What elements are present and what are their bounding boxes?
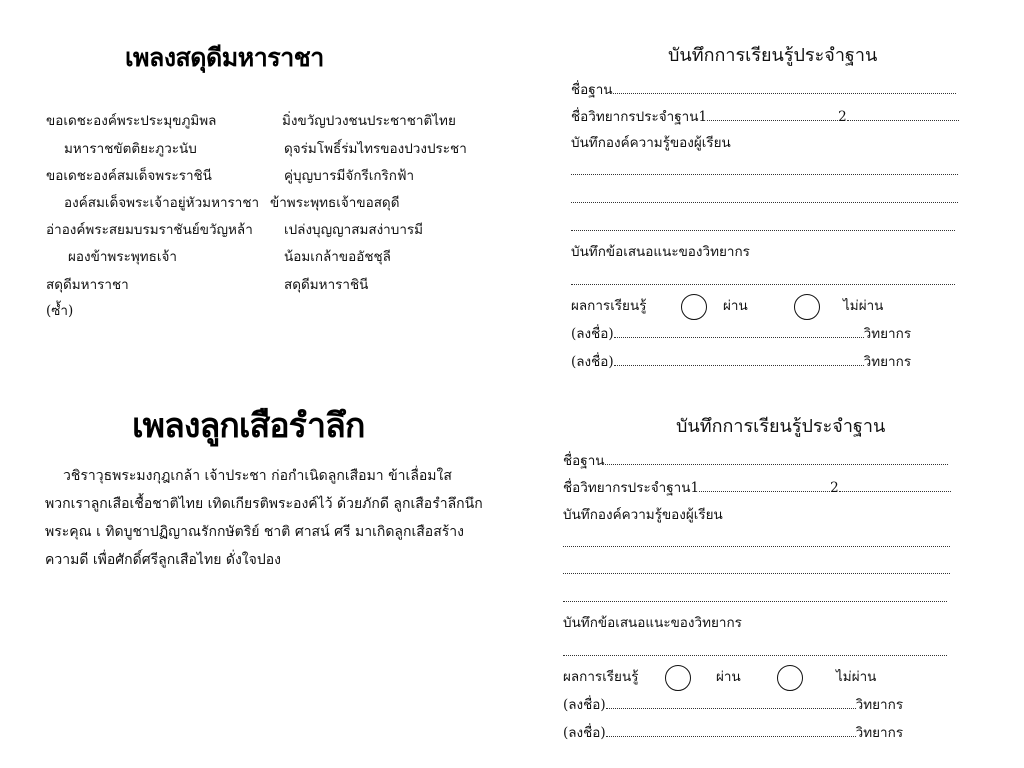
lyric-left-line: ขอเดชะองค์พระประมุขภูมิพล: [46, 113, 217, 129]
lyric-left-line: องค์สมเด็จพระเจ้าอยู่หัวมหาราชา: [64, 195, 260, 211]
suggestion-line[interactable]: [571, 284, 955, 285]
lyric-paragraph-line: ความดี เพื่อศักดิ์ศรีลูกเสือไทย ดั่งใจปอง: [45, 552, 281, 568]
pass-radio[interactable]: [681, 294, 707, 320]
speaker-name-field[interactable]: [571, 108, 959, 126]
signature-suffix: วิทยากร: [863, 354, 912, 370]
lyric-left-line: ผองข้าพระพุทธเจ้า: [68, 249, 177, 265]
lyric-left-line: ขอเดชะองค์สมเด็จพระราชินี: [46, 168, 212, 184]
song1-title: เพลงสดุดีมหาราชา: [125, 43, 324, 72]
result-label: ผลการเรียนรู้: [563, 669, 639, 685]
knowledge-line[interactable]: [563, 573, 950, 574]
song2-lyrics: [45, 462, 535, 574]
signature-suffix: วิทยากร: [855, 725, 904, 741]
lyric-right-line: เปล่งบุญญาสมสง่าบารมี: [284, 222, 424, 238]
signature-line[interactable]: [563, 724, 903, 742]
fail-label: ไม่ผ่าน: [843, 298, 884, 314]
suggestion-label: บันทึกข้อเสนอแนะของวิทยากร: [563, 615, 742, 631]
station-name-label: ชื่อฐาน: [571, 82, 613, 98]
station-name-field[interactable]: [571, 81, 956, 99]
lyric-left-line: สดุดีมหาราชา: [46, 277, 129, 293]
speaker-second-label: 2: [838, 109, 847, 125]
knowledge-line[interactable]: [571, 202, 958, 203]
pass-radio[interactable]: [665, 665, 691, 691]
form-title: บันทึกการเรียนรู้ประจำฐาน: [668, 45, 878, 66]
station-name-label: ชื่อฐาน: [563, 453, 605, 469]
lyric-left-line: อ่าองค์พระสยมบรมราชันย์ขวัญหล้า: [46, 222, 253, 238]
signature-prefix: (ลงชื่อ): [571, 354, 614, 370]
lyric-right-line: ข้าพระพุทธเจ้าขอสดุดี: [270, 195, 400, 211]
suggestion-line[interactable]: [563, 655, 947, 656]
knowledge-line[interactable]: [571, 174, 958, 175]
fail-radio[interactable]: [777, 665, 803, 691]
knowledge-record-label: บันทึกองค์ความรู้ของผู้เรียน: [563, 507, 723, 523]
lyric-right-line: คู่บุญบารมีจักรีเกริกฟ้า: [284, 168, 415, 184]
knowledge-line[interactable]: [571, 230, 955, 231]
speaker-name-label: ชื่อวิทยากรประจำฐาน1: [571, 109, 708, 125]
lyric-right-line: น้อมเกล้าขออัชชุลี: [284, 249, 391, 265]
signature-prefix: (ลงชื่อ): [563, 697, 606, 713]
lyric-paragraph-line: พวกเราลูกเสือเชื้อชาติไทย เทิดเกียรติพระองค์ไว้ ด้วยภักดี ลูกเสือรำลึกนึก: [45, 496, 483, 512]
knowledge-line[interactable]: [563, 601, 947, 602]
signature-suffix: วิทยากร: [855, 697, 904, 713]
signature-line[interactable]: [563, 696, 903, 714]
lyric-left-line: มหาราชขัตติยะภูวะนับ: [64, 141, 197, 157]
knowledge-record-label: บันทึกองค์ความรู้ของผู้เรียน: [571, 135, 731, 151]
signature-suffix: วิทยากร: [863, 326, 912, 342]
lyric-right-line: ดุจร่มโพธิ์ร่มไทรของปวงประชา: [284, 141, 467, 157]
knowledge-line[interactable]: [563, 546, 950, 547]
suggestion-label: บันทึกข้อเสนอแนะของวิทยากร: [571, 244, 750, 260]
song2-title: เพลงลูกเสือรำลึก: [132, 406, 365, 446]
lyric-right-line: มิ่งขวัญปวงชนประชาชาติไทย: [282, 113, 456, 129]
signature-line[interactable]: [571, 325, 911, 343]
fail-radio[interactable]: [794, 294, 820, 320]
lyric-paragraph-line: วชิราวุธพระมงกุฎเกล้า เจ้าประชา ก่อกำเนิดลูกเสือมา ข้าเลื่อมใส: [63, 468, 452, 484]
result-label: ผลการเรียนรู้: [571, 298, 647, 314]
station-name-field[interactable]: [563, 452, 948, 470]
lyric-right-line: สดุดีมหาราชินี: [284, 277, 369, 293]
pass-label: ผ่าน: [716, 669, 741, 685]
signature-prefix: (ลงชื่อ): [563, 725, 606, 741]
fail-label: ไม่ผ่าน: [836, 669, 877, 685]
form-title: บันทึกการเรียนรู้ประจำฐาน: [676, 416, 886, 437]
speaker-second-label: 2: [830, 480, 839, 496]
pass-label: ผ่าน: [723, 298, 748, 314]
lyric-paragraph-line: พระคุณ เ ทิดบูชาปฏิญาณรักกษัตริย์ ชาติ ศาสน์ ศรี มาเกิดลูกเสือสร้าง: [45, 524, 464, 540]
lyric-left-line: (ซ้ำ): [46, 303, 74, 319]
speaker-name-field[interactable]: [563, 479, 951, 497]
signature-line[interactable]: [571, 353, 911, 371]
speaker-name-label: ชื่อวิทยากรประจำฐาน1: [563, 480, 700, 496]
signature-prefix: (ลงชื่อ): [571, 326, 614, 342]
